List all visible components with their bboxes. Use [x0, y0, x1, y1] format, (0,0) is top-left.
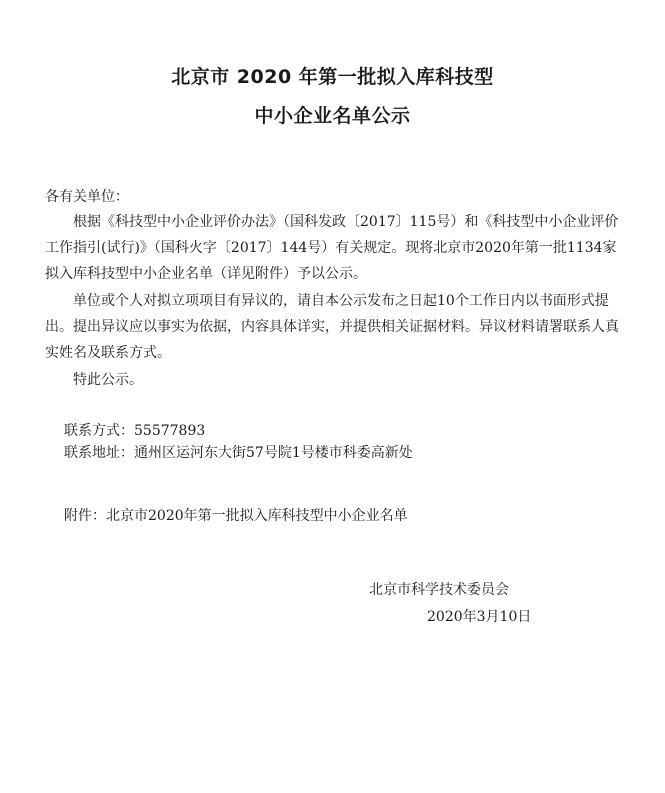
signoff-date: 2020年3月10日 [427, 609, 532, 625]
body-paragraph-regulation: 根据《科技型中小企业评价办法》（国科发政〔2017〕115号）和《科技型中小企业评价工作指引(试行)》（国科火字〔2017〕144号）有关规定。现将北京市2020年第一批1134家拟入库科技型中小企业名单（详见附件）予以公示。 [45, 214, 619, 282]
salutation: 各有关单位： [45, 189, 129, 205]
body-paragraph-closing: 特此公示。 [73, 372, 143, 388]
document-title-line-1: 北京市 2020 年第一批拟入库科技型 [171, 66, 494, 88]
body-paragraph-objection: 单位或个人对拟立项项目有异议的，请自本公示发布之日起10个工作日内以书面形式提出。提出异议应以事实为依据，内容具体详实，并提供相关证据材料。异议材料请署联系人真实姓名及联系方式。 [45, 293, 619, 361]
signoff-organization: 北京市科学技术委员会 [369, 582, 509, 598]
attachment-note: 附件：北京市2020年第一批拟入库科技型中小企业名单 [64, 508, 408, 524]
contact-address: 联系地址：通州区运河东大街57号院1号楼市科委高新处 [64, 445, 413, 461]
contact-phone: 联系方式：55577893 [64, 423, 206, 439]
document-title-line-2: 中小企业名单公示 [254, 105, 411, 127]
